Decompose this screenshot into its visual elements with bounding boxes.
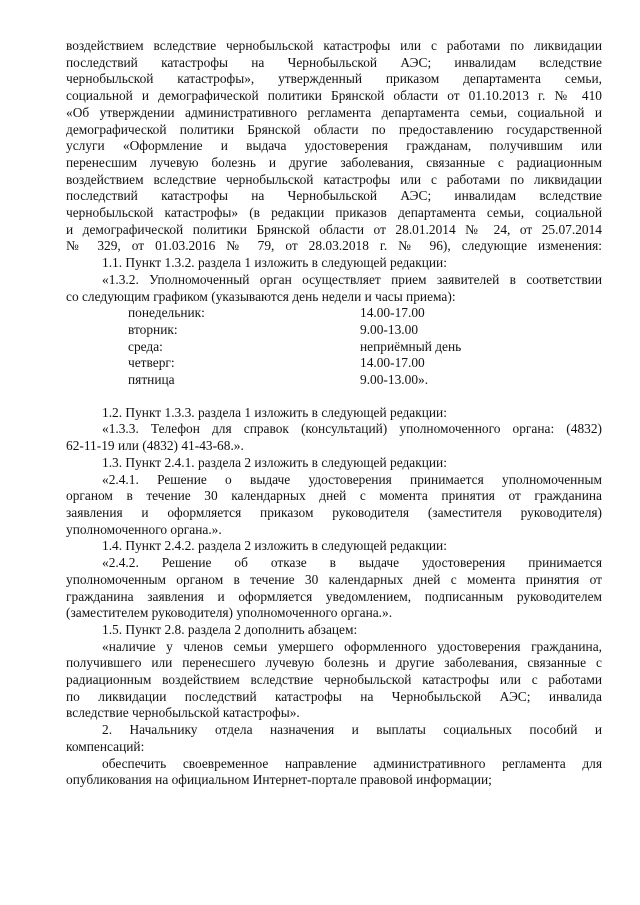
schedule-row [66,372,602,389]
clause-1-3-2-line1: «1.3.2. Уполномоченный орган осуществляет прием заявителей в соответствии [102,271,602,287]
intro-line: № 329, от 01.03.2016 № 79, от 28.03.2018 г. № 96), следующие изменения: [66,238,602,254]
reception-schedule [66,305,602,389]
schedule-day: среда: [128,338,163,354]
schedule-day: пятница [128,372,175,388]
intro-line: и демографической политики Брянской области от 28.01.2014 № 24, от 25.07.2014 [66,221,602,237]
new-paragraph-line1: «наличие у членов семьи умершего оформленного удостоверения гражданина, [102,638,602,654]
intro-line: чернобыльской катастрофы», утвержденный приказом департамента семьи, [66,71,602,87]
schedule-day: вторник: [128,321,178,337]
intro-line: демографической политики Брянской области по предоставлению государственной [66,121,602,137]
clause-1-3-3-line2: 62-11-19 или (4832) 41-43-68.». [66,438,244,454]
intro-line: услуги «Оформление и выдача удостоверения гражданам, получившим или [66,138,602,154]
clause-2-4-2-line3: гражданина заявления и оформляется уведомлением, подписанным руководителем [66,588,602,604]
clause-1-3-2-line2: со следующим графиком (указываются день недели и часы приема): [66,288,456,304]
item-3-line1: обеспечить своевременное направление административного регламента для [102,755,602,771]
intro-line: воздействием вследствие чернобыльской катастрофы или с работами по ликвидации [66,171,602,187]
intro-line: «Об утверждении административного регламента департамента семьи, социальной и [66,104,602,120]
item-2-line2: компенсаций: [66,738,145,754]
schedule-row [66,305,602,322]
schedule-hours: 9.00-13.00 [360,321,419,337]
item-2-line1: 2. Начальнику отдела назначения и выплаты социальных пособий и [102,722,602,738]
clause-2-4-2-line4: (заместителем руководителя) уполномоченного органа.». [66,605,393,621]
schedule-day: понедельник: [128,305,205,321]
amendment-intro-paragraph [66,38,602,255]
clause-2-4-2-line2: уполномоченным органом в течение 30 календарных дней с момента принятия от [66,571,602,587]
intro-line: чернобыльской катастрофы» (в редакции приказов департамента семьи, социальной [66,205,602,221]
schedule-row [66,339,602,356]
schedule-day: четверг: [128,355,175,371]
schedule-hours: 14.00-17.00 [360,305,425,321]
schedule-row [66,322,602,339]
intro-line: последствий катастрофы на Чернобыльской АЭС; инвалидам вследствие [66,188,602,204]
intro-line: последствий катастрофы на Чернобыльской АЭС; инвалидам вследствие [66,54,602,70]
clause-1-3-3-line1: «1.3.3. Телефон для справок (консультаций) уполномоченного органа: (4832) [102,421,602,437]
schedule-hours: 14.00-17.00 [360,355,425,371]
intro-line: социальной и демографической политики Брянской области от 01.10.2013 г. № 410 [66,88,602,104]
intro-line: перенесшим лучевую болезнь и другие заболевания, связанные с радиационным [66,154,602,170]
item-1-5: 1.5. Пункт 2.8. раздела 2 дополнить абзацем: [102,621,358,637]
clause-2-4-1-line4: уполномоченного органа.». [66,521,222,537]
new-paragraph-line3: радиационным воздействием вследствие чернобыльской катастрофы или с работами [66,672,602,688]
schedule-hours: 9.00-13.00». [360,372,429,388]
new-paragraph-line2: получившего или перенесшего лучевую болезнь и другие заболевания, связанные с [66,655,602,671]
item-3-line2: опубликования на официальном Интернет-портале правовой информации; [66,772,492,788]
item-1-2: 1.2. Пункт 1.3.3. раздела 1 изложить в следующей редакции: [102,404,447,420]
clause-2-4-1-line1: «2.4.1. Решение о выдаче удостоверения принимается уполномоченным [102,471,602,487]
item-1-4: 1.4. Пункт 2.4.2. раздела 2 изложить в следующей редакции: [102,538,447,554]
item-1-1: 1.1. Пункт 1.3.2. раздела 1 изложить в следующей редакции: [102,255,447,271]
clause-2-4-1-line2: органом в течение 30 календарных дней с момента принятия от гражданина [66,488,602,504]
new-paragraph-line4: по ликвидации последствий катастрофы на Чернобыльской АЭС; инвалида [66,688,602,704]
new-paragraph-line5: вследствие чернобыльской катастрофы». [66,705,300,721]
clause-2-4-1-line3: заявления и оформляется приказом руководителя (заместителя руководителя) [66,504,602,520]
schedule-row [66,355,602,372]
clause-2-4-2-line1: «2.4.2. Решение об отказе в выдаче удостоверения принимается [102,555,602,571]
schedule-hours: неприёмный день [360,338,462,354]
intro-line: воздействием вследствие чернобыльской катастрофы или с работами по ликвидации [66,38,602,53]
item-1-3: 1.3. Пункт 2.4.1. раздела 2 изложить в следующей редакции: [102,454,447,470]
